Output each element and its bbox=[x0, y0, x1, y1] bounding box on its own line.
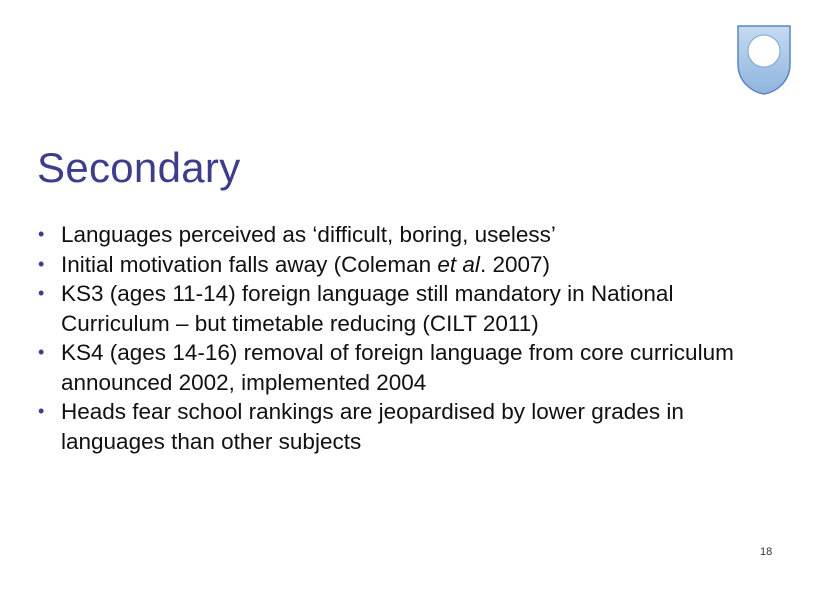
bullet-item bbox=[38, 220, 778, 250]
bullet-marker: • bbox=[38, 342, 45, 362]
bullet-text-italic: et al bbox=[437, 251, 480, 277]
bullet-text: KS3 (ages 11-14) foreign language still mandatory in National Curriculum – but timetable reducing (CILT 2011) bbox=[61, 281, 674, 336]
bullet-item bbox=[38, 338, 778, 397]
bullet-text: . 2007) bbox=[479, 251, 550, 277]
bullet-text: Heads fear school rankings are jeopardised by lower grades in languages than other subjects bbox=[61, 399, 684, 454]
bullet-marker: • bbox=[38, 253, 45, 274]
bullet-text: Initial motivation falls away (Coleman bbox=[61, 251, 438, 277]
bullet-item bbox=[38, 250, 778, 280]
bullet-text: Languages perceived as ‘difficult, boring, useless’ bbox=[61, 222, 556, 247]
bullet-item bbox=[38, 279, 778, 338]
bullet-marker: • bbox=[38, 283, 45, 303]
page-number: 18 bbox=[760, 546, 773, 558]
bullet-marker: • bbox=[38, 401, 45, 421]
bullet-marker: • bbox=[38, 224, 45, 244]
open-university-shield-icon bbox=[736, 24, 792, 96]
bullet-text: KS4 (ages 14-16) removal of foreign language from core curriculum announced 2002, implemented 2004 bbox=[61, 340, 734, 395]
bullet-item bbox=[38, 397, 778, 456]
slide-title: Secondary bbox=[37, 144, 241, 191]
bullet-list bbox=[38, 220, 778, 456]
